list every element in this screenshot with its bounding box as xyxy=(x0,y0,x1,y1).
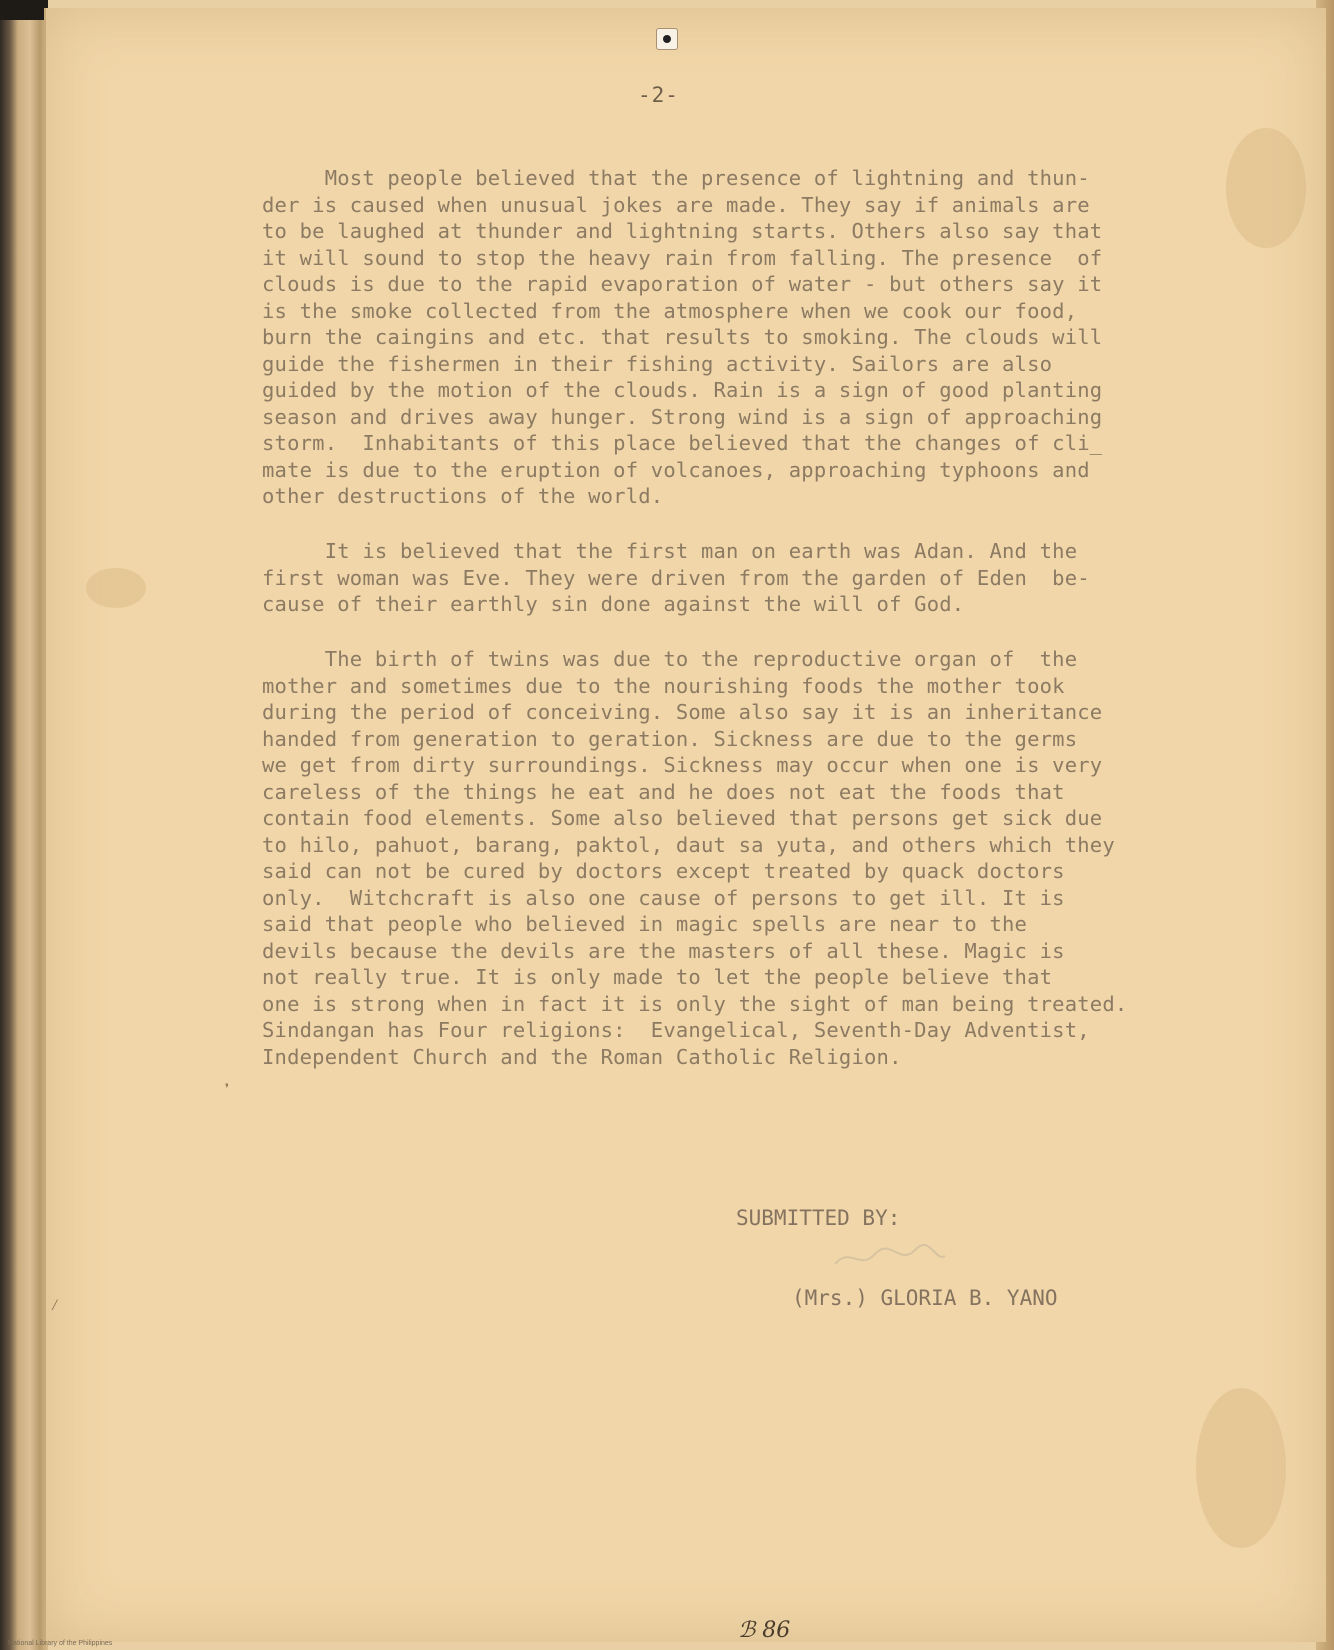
manuscript-number-value: 86 xyxy=(762,1618,791,1643)
paragraph-twins-sickness-religions xyxy=(262,646,1127,1070)
stain xyxy=(1196,1388,1286,1548)
stain xyxy=(1226,128,1306,248)
text-line: said that people who believed in magic spells are near to the xyxy=(262,912,1028,936)
text-line: burn the caingins and etc. that results to smoking. The clouds will xyxy=(262,325,1103,349)
text-line: is the smoke collected from the atmosphere when we cook our food, xyxy=(262,298,1078,323)
signer-name: (Mrs.) GLORIA B. YANO xyxy=(792,1286,1058,1310)
signature-icon xyxy=(830,1236,950,1276)
text-line: not really true. It is only made to let the people believe that xyxy=(262,965,1053,989)
page-number: -2- xyxy=(638,83,679,107)
text-line: mother and sometimes due to the nourishing foods the mother took xyxy=(262,673,1065,698)
punch-hole xyxy=(656,28,678,50)
handwritten-mark-icon: ℬ xyxy=(738,1618,756,1643)
text-line: cause of their earthly sin done against the will of God. xyxy=(262,592,965,616)
binding-edge xyxy=(0,0,48,1650)
paragraph-beliefs-weather xyxy=(262,165,1102,510)
text-line: Sindangan has Four religions: Evangelical, Seventh-Day Adventist, xyxy=(262,1018,1090,1042)
ink-mark: ⁄ xyxy=(50,1295,60,1314)
stain xyxy=(86,568,146,608)
ink-mark: ❜ xyxy=(222,1080,232,1099)
text-line: devils because the devils are the masters of all these. Magic is xyxy=(262,938,1065,963)
manuscript-number xyxy=(738,1618,790,1643)
text-line: to hilo, pahuot, barang, paktol, daut sa yuta, and others which they xyxy=(262,832,1115,857)
text-line: It is believed that the first man on earth was Adan. And the xyxy=(262,539,1078,563)
paragraph-first-man xyxy=(262,538,1090,618)
text-line: The birth of twins was due to the reproductive organ of the xyxy=(262,647,1078,671)
text-line: said can not be cured by doctors except treated by quack doctors xyxy=(262,859,1065,883)
text-line: mate is due to the eruption of volcanoes, approaching typhoons and xyxy=(262,457,1090,482)
text-line: it will sound to stop the heavy rain from falling. The presence of xyxy=(262,245,1103,270)
text-line: first woman was Eve. They were driven from the garden of Eden be- xyxy=(262,565,1090,590)
submitted-by-label: SUBMITTED BY: xyxy=(736,1206,901,1230)
text-line: during the period of conceiving. Some also say it is an inheritance xyxy=(262,700,1103,724)
text-line: contain food elements. Some also believed that persons get sick due xyxy=(262,806,1103,830)
text-line: other destructions of the world. xyxy=(262,484,664,508)
text-line: der is caused when unusual jokes are made. They say if animals are xyxy=(262,192,1090,217)
text-line: guide the fishermen in their fishing activity. Sailors are also xyxy=(262,351,1053,376)
text-line: clouds is due to the rapid evaporation of water - but others say it xyxy=(262,272,1103,296)
text-line: Most people believed that the presence of lightning and thun- xyxy=(262,166,1090,190)
library-stamp: National Library of the Philippines xyxy=(8,1640,113,1647)
text-line: one is strong when in fact it is only the sight of man being treated. xyxy=(262,991,1128,1016)
text-line: season and drives away hunger. Strong wind is a sign of approaching xyxy=(262,404,1103,429)
scan-corner xyxy=(0,0,48,20)
text-line: handed from generation to geration. Sickness are due to the germs xyxy=(262,726,1078,751)
text-line: Independent Church and the Roman Catholic Religion. xyxy=(262,1044,902,1069)
text-line: to be laughed at thunder and lightning starts. Others also say that xyxy=(262,219,1103,243)
text-line: careless of the things he eat and he does not eat the foods that xyxy=(262,779,1065,804)
text-line: storm. Inhabitants of this place believed that the changes of cli_ xyxy=(262,431,1103,455)
text-line: guided by the motion of the clouds. Rain is a sign of good planting xyxy=(262,378,1103,402)
text-line: we get from dirty surroundings. Sickness may occur when one is very xyxy=(262,753,1103,777)
text-line: only. Witchcraft is also one cause of persons to get ill. It is xyxy=(262,885,1065,910)
